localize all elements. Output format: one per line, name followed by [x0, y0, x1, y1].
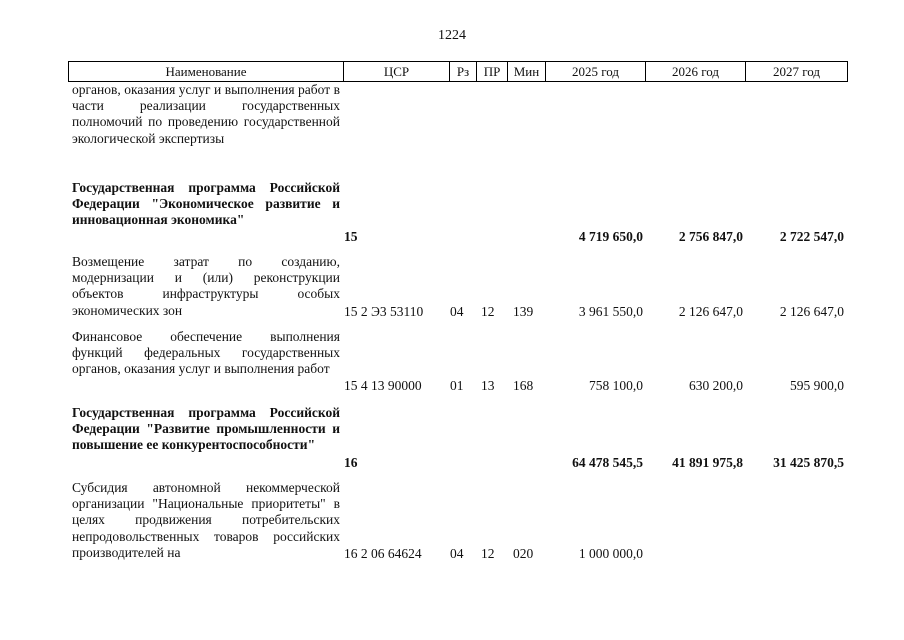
- table-row-pr: 12: [481, 304, 495, 319]
- header-2026: 2026 год: [645, 62, 745, 81]
- table-row-pr: 12: [481, 546, 495, 561]
- table-row-name: Государственная программа Российской Федерации "Развитие промышленности и повышение ее конкурентоспособности": [72, 405, 340, 453]
- table-row-name: Субсидия автономной некоммерческой организации "Национальные приоритеты" в целях продвижения потребительских непродовольственных товаров российских производителей на: [72, 480, 340, 560]
- table-row-csr: 15 4 13 90000: [344, 378, 422, 393]
- header-min: Мин: [507, 62, 545, 81]
- table-row-2025: 1 000 000,0: [578, 546, 643, 561]
- table-row-rz: 04: [450, 546, 464, 561]
- header-csr: ЦСР: [343, 62, 449, 81]
- table-row-csr: 15 2 Э3 53110: [344, 304, 424, 319]
- header-name: Наименование: [165, 64, 247, 79]
- table-row-min: 020: [513, 546, 534, 561]
- table-row-rz: 04: [450, 304, 464, 319]
- table-row-2026: 2 126 647,0: [678, 304, 743, 319]
- table-row-2025: 758 100,0: [589, 378, 643, 393]
- table-row-rz: 01: [450, 378, 464, 393]
- table-row-2027: 2 722 547,0: [779, 229, 844, 244]
- header-rz: Рз: [449, 62, 476, 81]
- table-row-min: 139: [513, 304, 534, 319]
- table-row-pr: 13: [481, 378, 495, 393]
- table-row-2027: 31 425 870,5: [773, 455, 844, 470]
- table-row-2027: 2 126 647,0: [779, 304, 844, 319]
- header-pr: ПР: [476, 62, 507, 81]
- table-row-2026: 41 891 975,8: [672, 455, 743, 470]
- table-row-min: 168: [513, 378, 534, 393]
- page-number: 1224: [438, 28, 466, 43]
- table-row-name: органов, оказания услуг и выполнения работ в части реализации государственных полномочий по проведению государственной экологической экспертизы: [72, 82, 340, 146]
- header-2025: 2025 год: [545, 62, 645, 81]
- table-row-2025: 4 719 650,0: [578, 229, 643, 244]
- table-row-2025: 3 961 550,0: [578, 304, 643, 319]
- table-row-csr: 16: [344, 455, 358, 470]
- table-row-name: Государственная программа Российской Федерации "Экономическое развитие и инновационная экономика": [72, 180, 340, 228]
- table-row-name: Возмещение затрат по созданию, модернизации и (или) реконструкции объектов инфраструктуры особых экономических зон: [72, 254, 340, 318]
- table-row-csr: 16 2 06 64624: [344, 546, 422, 561]
- header-2027: 2027 год: [745, 62, 847, 81]
- table-row-2026: 630 200,0: [689, 378, 743, 393]
- table-row-2027: 595 900,0: [790, 378, 844, 393]
- table-row-2026: 2 756 847,0: [678, 229, 743, 244]
- table-row-2025: 64 478 545,5: [572, 455, 643, 470]
- table-row-csr: 15: [344, 229, 358, 244]
- table-header: [68, 61, 848, 82]
- table-row-name: Финансовое обеспечение выполнения функций федеральных государственных органов, оказания услуг и выполнения работ: [72, 329, 340, 377]
